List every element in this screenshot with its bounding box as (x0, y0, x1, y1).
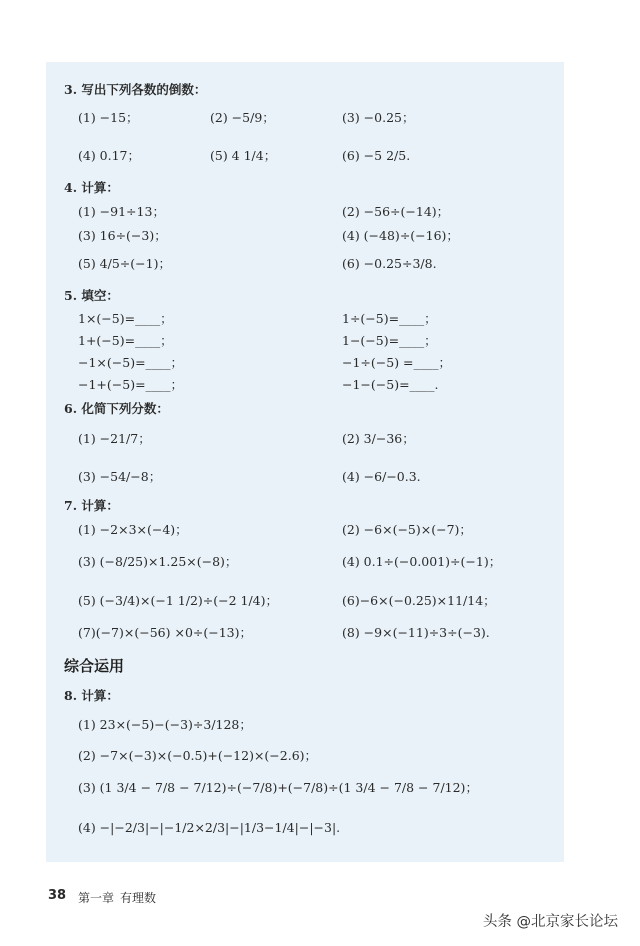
problem-8-item: (3) (1 3/4 − 7/8 − 7/12)÷(−7/8)+(−7/8)÷(1 3/4 − 7/8 − 7/12)； (78, 780, 478, 795)
watermark: 头条 @北京家长论坛 (482, 914, 618, 930)
problem-5-item: −1×(−5)=____； (78, 355, 184, 370)
problem-5-item: −1÷(−5) =____； (342, 355, 452, 370)
problem-7-item: (5) (−3/4)×(−1 1/2)÷(−2 1/4)； (78, 593, 279, 608)
section-heading: 综合运用 (64, 657, 125, 675)
problem-3-heading: 3. 写出下列各数的倒数： (64, 82, 207, 97)
problem-5-item: 1÷(−5)=____； (342, 311, 437, 326)
problem-3-item: (6) −5 2/5. (342, 148, 411, 163)
problem-6-item: (2) 3/−36； (342, 431, 415, 446)
problem-4-item: (2) −56÷(−14)； (342, 204, 450, 219)
problem-7-item: (8) −9×(−11)÷3÷(−3). (342, 625, 490, 640)
problem-5-item: 1−(−5)=____； (342, 333, 437, 348)
problem-7-item: (4) 0.1÷(−0.001)÷(−1)； (342, 554, 502, 569)
problem-8-heading: 8. 计算： (64, 688, 119, 703)
chapter-label: 第一章 (78, 891, 115, 905)
problem-6-item: (3) −54/−8； (78, 469, 162, 484)
problem-5-item: −1−(−5)=____. (342, 377, 439, 392)
problem-7-heading: 7. 计算： (64, 498, 119, 513)
problem-7-item: (3) (−8/25)×1.25×(−8)； (78, 554, 238, 569)
problem-6-item: (1) −21/7； (78, 431, 151, 446)
problem-7-item: (7)(−7)×(−56) ×0÷(−13)； (78, 625, 252, 640)
problem-3-item: (1) −15； (78, 110, 139, 125)
problem-4-heading: 4. 计算： (64, 180, 119, 195)
problem-5-heading: 5. 填空： (64, 288, 119, 303)
problem-5-item: 1+(−5)=____； (78, 333, 173, 348)
problem-8-item: (2) −7×(−3)×(−0.5)+(−12)×(−2.6)； (78, 748, 318, 763)
problem-4-item: (3) 16÷(−3)； (78, 228, 167, 243)
problem-5-item: −1+(−5)=____； (78, 377, 184, 392)
problem-3-item: (5) 4 1/4； (210, 148, 277, 163)
problem-4-item: (4) (−48)÷(−16)； (342, 228, 459, 243)
problem-8-item: (4) −|−2/3|−|−1/2×2/3|−|1/3−1/4|−|−3|. (78, 820, 341, 835)
problem-5-item: 1×(−5)=____； (78, 311, 173, 326)
problem-4-item: (5) 4/5÷(−1)； (78, 256, 171, 271)
problem-7-item: (1) −2×3×(−4)； (78, 522, 188, 537)
problem-3-item: (3) −0.25； (342, 110, 415, 125)
problem-4-item: (1) −91÷13； (78, 204, 165, 219)
chapter-title: 有理数 (120, 891, 157, 905)
page-number: 38 (48, 888, 67, 903)
problem-3-item: (4) 0.17； (78, 148, 141, 163)
problem-7-item: (6)−6×(−0.25)×11/14； (342, 593, 496, 608)
problem-4-item: (6) −0.25÷3/8. (342, 256, 437, 271)
problem-6-item: (4) −6/−0.3. (342, 469, 421, 484)
problem-8-item: (1) 23×(−5)−(−3)÷3/128； (78, 717, 252, 732)
exercise-panel (46, 62, 564, 862)
problem-7-item: (2) −6×(−5)×(−7)； (342, 522, 472, 537)
problem-6-heading: 6. 化简下列分数： (64, 401, 169, 416)
problem-3-item: (2) −5/9； (210, 110, 275, 125)
